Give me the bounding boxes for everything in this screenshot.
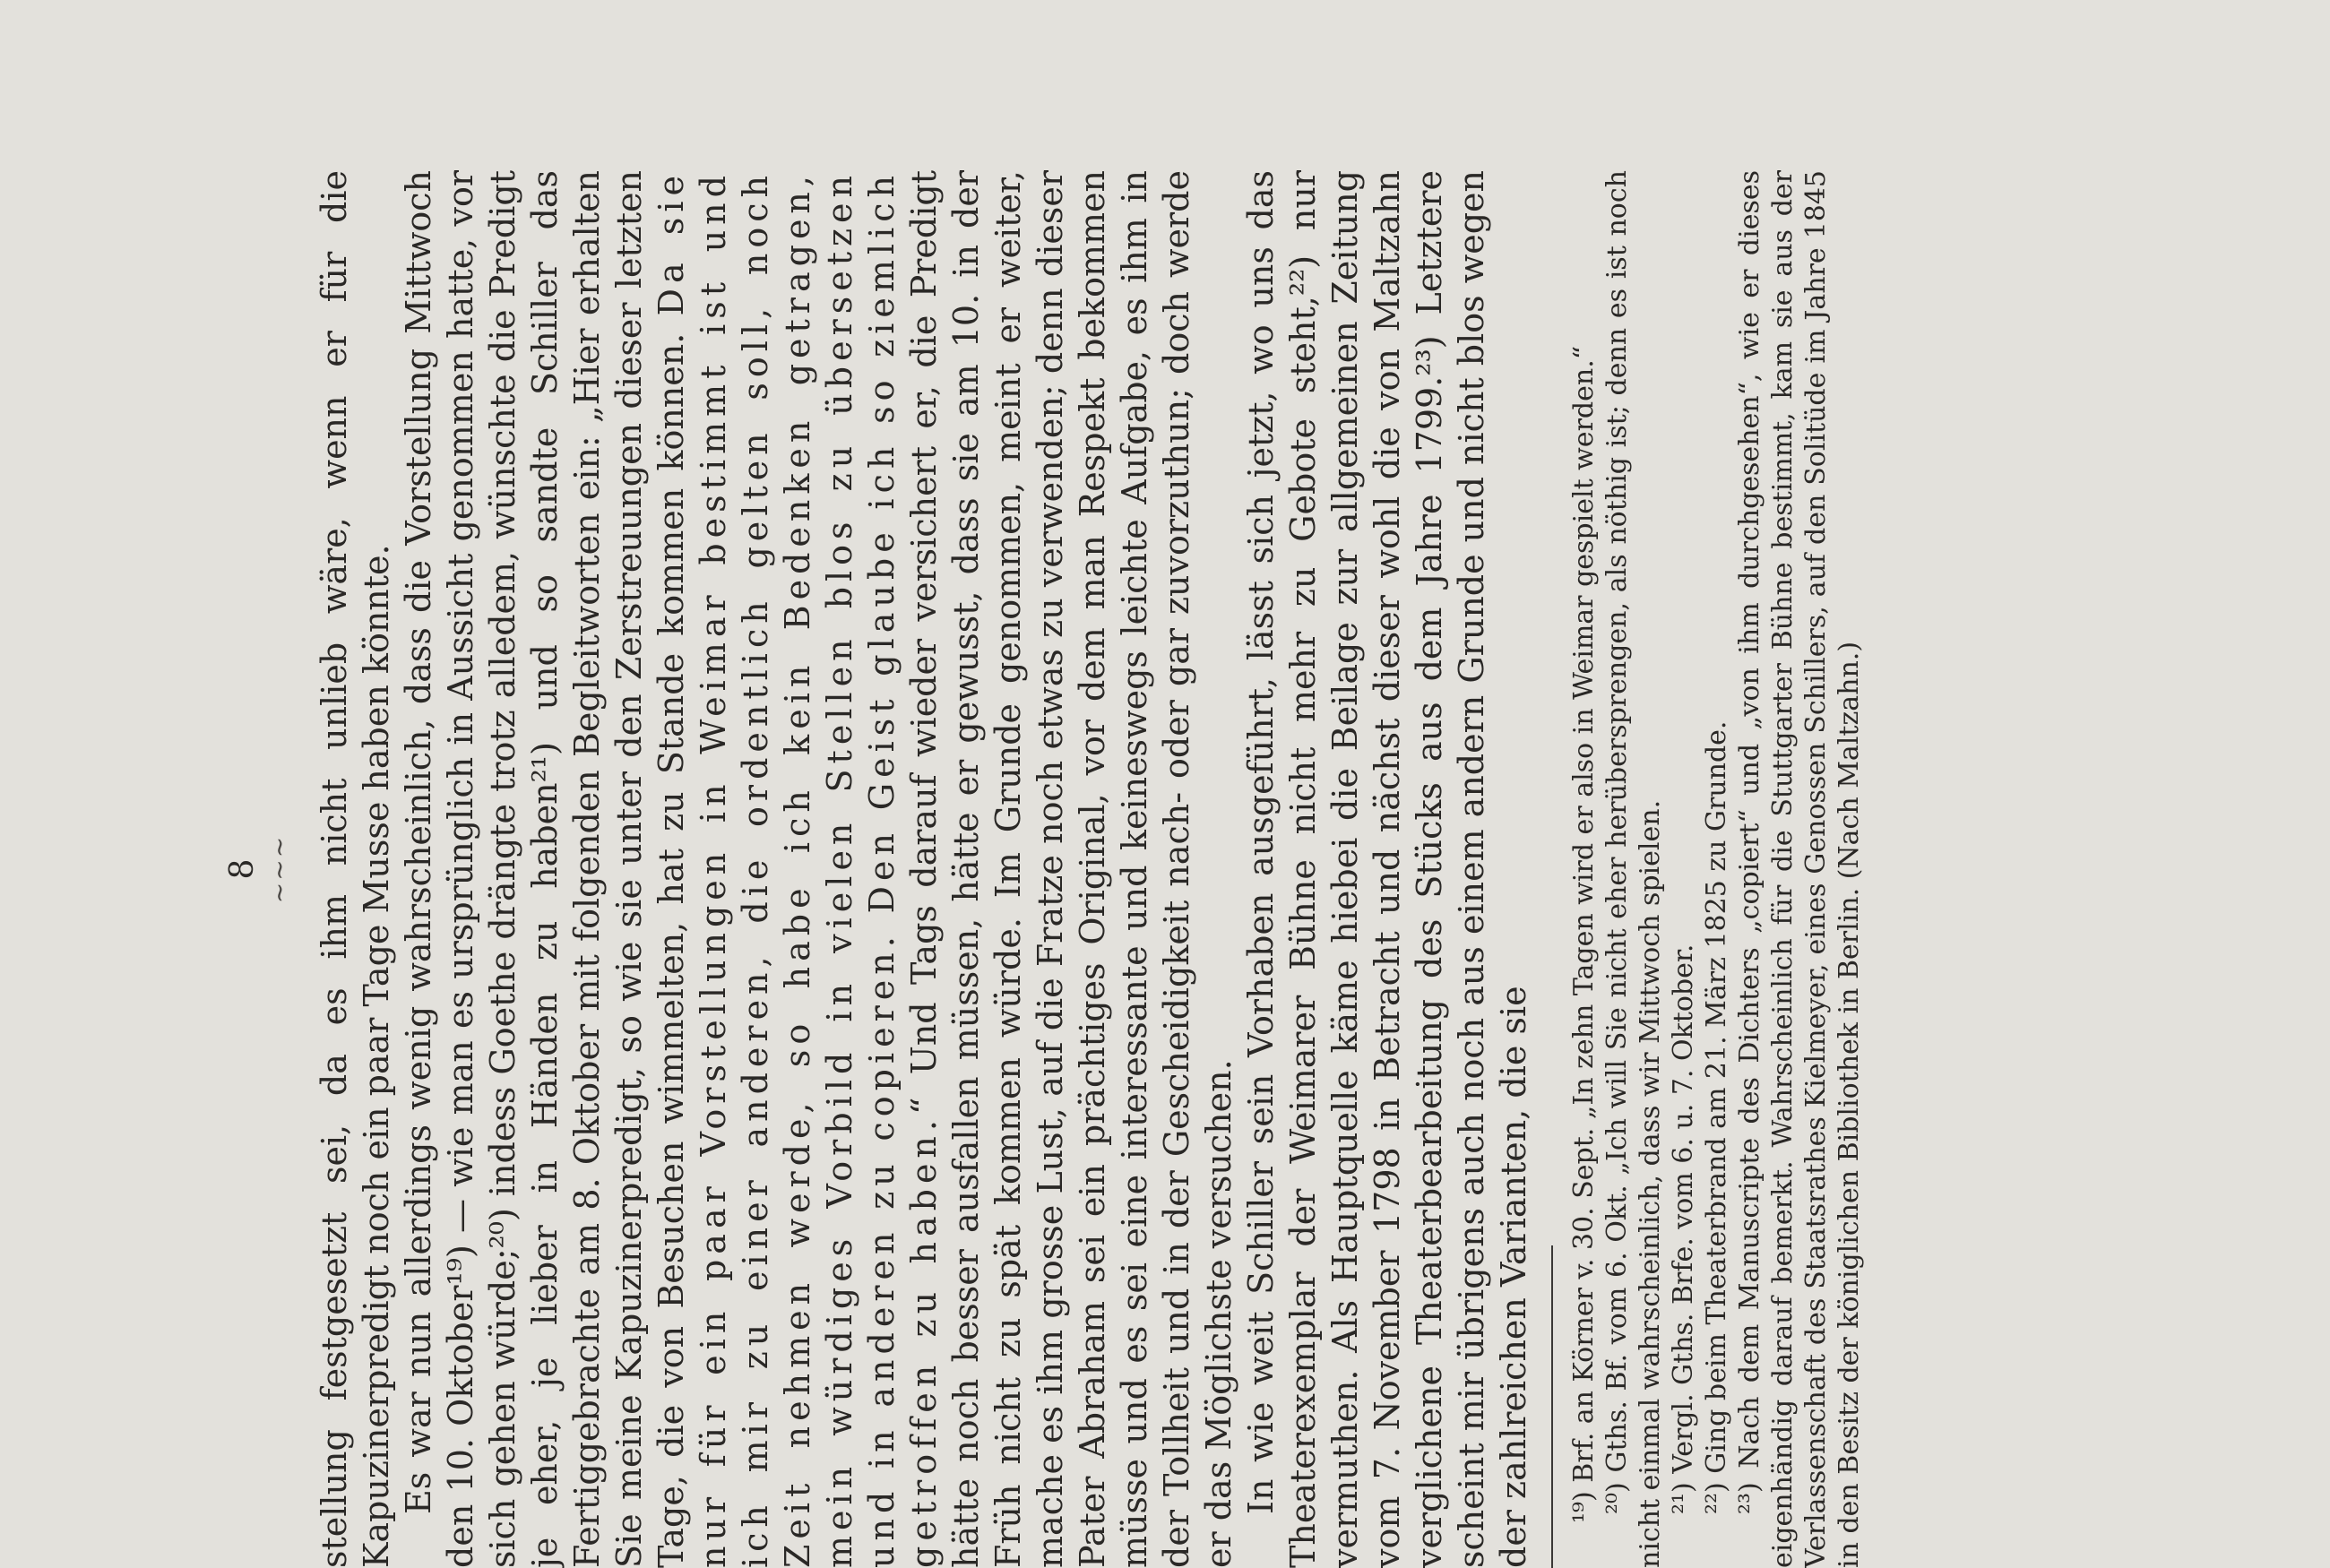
footnote: ²⁰) Gths. Bf. vom 6. Okt. „Ich will Sie nicht eher herübersprengen, als nöthig ist; denn es ist noch nicht einmal wahrscheinlich, dass wir Mittwoch spielen. <box>1601 170 1666 1568</box>
footnote: ²¹) Vergl. Gths. Brfe. vom 6. u. 7. Oktober. <box>1668 943 1699 1514</box>
ornament: ~~~ <box>264 834 294 904</box>
footnote: ²³) Nach dem Manuscripte des Dichters „copiert“ und „von ihm durchgesehen“, wie er dieses eigenhändig darauf bemerkt. Wahrscheinlich für die Stuttgarter Bühne bestimmt, kam sie aus der Verlassenschaft des Staatsrathes Kielmeyer, eines Genossen Schillers, auf den Solitüde im Jahre 1845 in den Besitz der königlichen Bibliothek in Berlin. (Nach Maltzahn.) <box>1734 170 1865 1568</box>
footnotes <box>1567 170 1866 1568</box>
paragraph-text: Es war nun allerdings wenig wahrscheinlich, dass die Vorstellung Mittwoch den 10. Oktober¹⁹) — wie man es ursprünglich in Aussicht genommen hatte, vor sich gehen würde;²⁰) indess Goethe drängte trotz alledem, wünschte die Predigt je eher, je lieber in Händen zu haben²¹) und so sandte Schiller das Fertiggebrachte am 8. Oktober mit folgenden Begleitworten ein: „Hier erhalten Sie meine Kapuzinerpredigt, so wie sie unter den Zerstreuungen dieser letzten Tage, die von Besuchen wimmelten, hat zu Stande kommen können. <box>399 170 691 1568</box>
rotated-page <box>224 170 2178 1568</box>
footnote-divider <box>1551 1245 1553 1568</box>
body-text <box>314 170 1866 1568</box>
footnote: ¹⁹) Brf. an Körner v. 30. Sept. „In zehn Tagen wird er also in Weimar gespielt werden.“ <box>1568 345 1600 1523</box>
page-number: 8 <box>224 858 261 880</box>
paragraph: In wie weit Schiller sein Vorhaben ausgeführt, lässt sich jetzt, wo uns das Theaterexemplar der Weimarer Bühne nicht mehr zu Gebote steht,²²) nur vermuthen. Als Hauptquelle käme hiebei die Beilage zur allgemeinen Zeitung vom 7. November 1798 in Betracht und nächst dieser wohl die von Maltzahn verglichene Theaterbearbeitung des Stücks aus dem Jahre 1799.²³) Letztere scheint mir übrigens auch noch aus einem andern Grunde und nicht blos wegen der zahlreichen Varianten, die sie <box>1241 170 1533 1568</box>
paragraph-with-quote <box>398 170 1240 1568</box>
paragraph: stellung festgesetzt sei, da es ihm nicht unlieb wäre, wenn er für die Kapuzinerpredigt noch ein paar Tage Musse haben könnte. <box>315 170 396 1568</box>
spaced-quote: Da sie nur für ein paar Vorstellungen in Weimar bestimmt ist und ich mir zu einer anderen, die ordentlich gelten soll, noch Zeit nehmen werde, so habe ich kein Bedenken getragen, mein würdiges Vorbild in vielen Stellen blos zu übersetzen und in anderen zu copieren. Den Geist glaube ich so ziemlich getroffen zu haben.“ <box>652 170 944 1568</box>
page-header <box>224 170 296 1568</box>
footnote: ²²) Ging beim Theaterbrand am 21. März 1825 zu Grunde. <box>1701 720 1732 1514</box>
paragraph-continuation: Und Tags darauf wieder versichert er, die Predigt hätte noch besser ausfallen müssen, hätte er gewusst, dass sie am 10. in der Früh nicht zu spät kommen würde. Im Grunde genommen, meint er weiter, mache es ihm grosse Lust, auf die Fratze noch etwas zu verwenden; denn dieser Pater Abraham sei ein prächtiges Original, vor dem man Respekt bekommen müsse und es sei eine interessante und keineswegs leichte Aufgabe, es ihm in der Tollheit und in der Gescheidigkeit nach- oder gar zuvorzuthun; doch werde er das Möglichste versuchen. <box>904 170 1238 1568</box>
